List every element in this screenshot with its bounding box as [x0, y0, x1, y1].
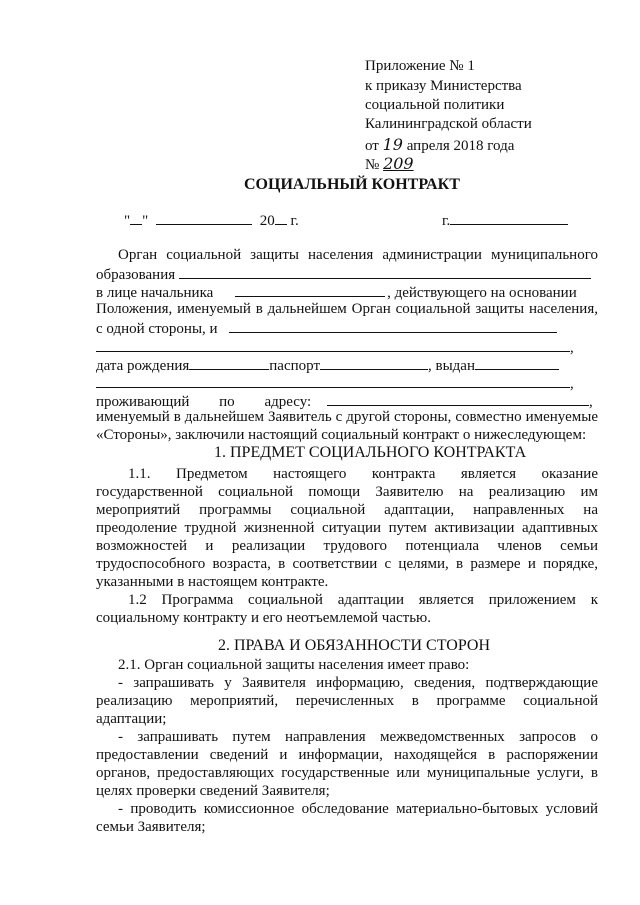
- appendix-number-prefix: №: [365, 157, 380, 173]
- intro-line-8: [96, 374, 574, 393]
- other-party-blank: [229, 319, 557, 333]
- head-name-blank: [235, 283, 385, 297]
- municipality-blank: [179, 265, 591, 279]
- appendix-line-1: Приложение № 1: [365, 58, 475, 74]
- quote-left: ": [124, 213, 131, 229]
- intro-line-5: [96, 319, 557, 338]
- intro-line-1: Орган социальной защиты населения администрации муниципального: [118, 247, 598, 263]
- comma-2: ,: [570, 376, 574, 392]
- s1-p2-line-1: 1.2 Программа социальной адаптации является приложением к: [128, 592, 598, 608]
- address-blank: [327, 392, 589, 406]
- s2-bullet-3-line-2: семьи Заявителя;: [96, 819, 206, 835]
- comma-3: ,: [588, 394, 593, 410]
- appendix-date-suffix: апреля 2018 года: [406, 138, 515, 154]
- city-line: [442, 211, 568, 230]
- appendix-number-value: 209: [383, 154, 414, 173]
- appendix-date-prefix: от: [365, 138, 379, 154]
- s1-p1-line-1: 1.1. Предметом настоящего контракта является оказание: [128, 466, 598, 482]
- s1-p1-line-6: трудоспособного возраста, в соответствии с целями, в размере и порядке,: [96, 556, 598, 572]
- s2-bullet-2-line-2: предоставлении сведений и информации, находящейся в распоряжении: [96, 747, 598, 763]
- s2-1-heading: 2.1. Орган социальной защиты населения имеет право:: [118, 657, 470, 673]
- birth-date-label: дата рождения: [96, 358, 190, 374]
- intro-line-2: [96, 265, 591, 284]
- s1-p1-line-3: мероприятий программы социальной адаптации, направленных на: [96, 502, 598, 518]
- s1-p1-line-5: возможностей и реализации трудового потенциала членов семьи: [96, 538, 598, 554]
- s2-bullet-1-line-3: адаптации;: [96, 711, 167, 727]
- document-title: СОЦИАЛЬНЫЙ КОНТРАКТ: [244, 176, 460, 193]
- residing-po-word: по: [219, 394, 235, 410]
- issued-blank: [475, 356, 559, 370]
- quote-right: ": [142, 213, 149, 229]
- issued-continue-blank: [96, 374, 570, 388]
- month-blank: [156, 211, 252, 225]
- intro-line-10: «Стороны», заключили настоящий социальный контракт о нижеследующем:: [96, 427, 587, 443]
- intro-municipality-label: образования: [96, 267, 176, 283]
- comma-1: ,: [570, 340, 574, 356]
- day-blank: [130, 211, 142, 225]
- intro-line-7: [96, 356, 559, 375]
- contract-date-line: [124, 211, 299, 230]
- intro-acting-label: , действующего на основании: [387, 285, 577, 301]
- s1-p1-line-7: указанными в настоящем контракте.: [96, 574, 329, 590]
- birth-date-blank: [189, 356, 269, 370]
- s2-bullet-2-line-3: органов, предоставляющих государственные или муниципальные услуги, в: [96, 765, 598, 781]
- appendix-date: [365, 135, 514, 155]
- s2-bullet-1-line-2: реализацию мероприятий, перечисленных в программе социальной: [96, 693, 598, 709]
- passport-blank: [320, 356, 428, 370]
- s1-p2-line-2: социальному контракту и его неотъемлемой частью.: [96, 610, 431, 626]
- residing-address-word: адресу:: [264, 394, 312, 410]
- passport-label: паспорт: [269, 358, 321, 374]
- residing-word: проживающий: [96, 394, 190, 410]
- section-2-heading: 2. ПРАВА И ОБЯЗАННОСТИ СТОРОН: [218, 637, 491, 654]
- year-blank: [275, 211, 287, 225]
- s2-bullet-3-line-1: - проводить комиссионное обследование материально-бытовых условий: [118, 801, 598, 817]
- city-prefix: г.: [442, 213, 451, 229]
- intro-head-label: в лице начальника: [96, 285, 214, 301]
- intro-line-9: именуемый в дальнейшем Заявитель с другой стороны, совместно именуемые: [96, 409, 598, 425]
- year-suffix: г.: [290, 213, 299, 229]
- appendix-line-2: к приказу Министерства: [365, 78, 522, 94]
- s2-bullet-1-line-1: - запрашивать у Заявителя информацию, сведения, подтверждающие: [118, 675, 598, 691]
- intro-other-party-label: с одной стороны, и: [96, 321, 218, 337]
- appendix-date-day: 19: [382, 135, 403, 154]
- city-blank: [450, 211, 568, 225]
- intro-line-4: Положения, именуемый в дальнейшем Орган социальной защиты населения,: [96, 301, 598, 317]
- s1-p1-line-4: преодоление трудной жизненной ситуации путем активизации адаптивных: [96, 520, 598, 536]
- year-prefix: 20: [259, 213, 275, 229]
- applicant-name-blank: [96, 338, 570, 352]
- s2-bullet-2-line-1: - запрашивать путем направления межведомственных запросов о: [118, 729, 598, 745]
- issued-label: , выдан: [428, 358, 475, 374]
- s2-bullet-2-line-4: целях проверки сведений Заявителя;: [96, 783, 330, 799]
- section-1-heading: 1. ПРЕДМЕТ СОЦИАЛЬНОГО КОНТРАКТА: [214, 444, 527, 461]
- intro-line-3: [96, 283, 598, 302]
- appendix-line-3: социальной политики: [365, 97, 505, 113]
- intro-line-6: [96, 338, 574, 357]
- s1-p1-line-2: государственной социальной помощи Заявителю на реализацию им: [96, 484, 598, 500]
- appendix-number: [365, 154, 414, 174]
- appendix-line-4: Калининградской области: [365, 116, 532, 132]
